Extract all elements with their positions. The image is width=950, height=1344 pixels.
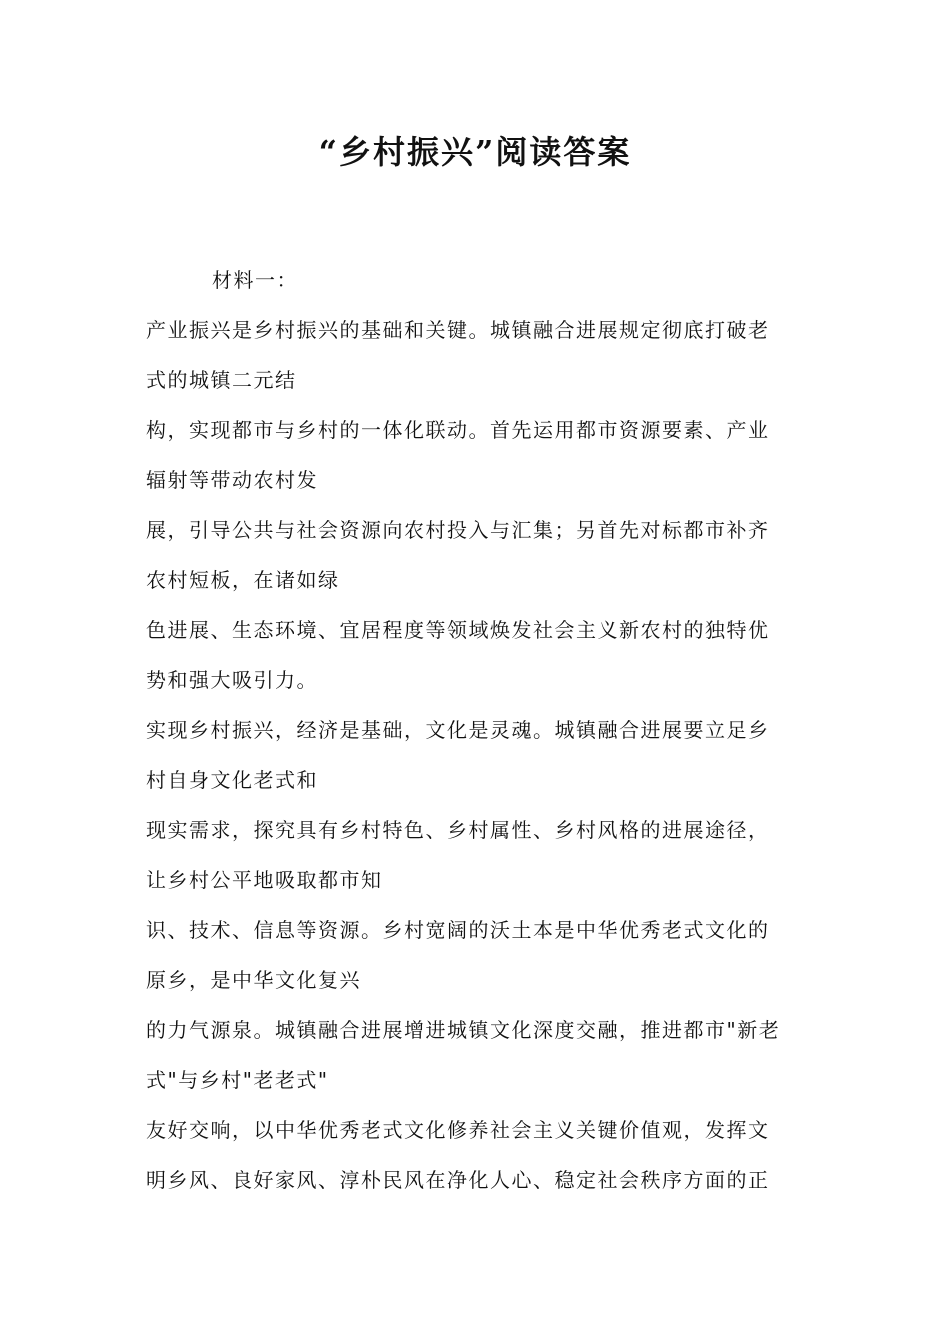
body-line: 现实需求，探究具有乡村特色、乡村属性、乡村风格的进展途径， — [146, 818, 770, 842]
body-line: 展，引导公共与社会资源向农村投入与汇集；另首先对标都市补齐 — [146, 518, 770, 542]
document-title: “乡村振兴”阅读答案 — [318, 133, 632, 171]
body-line: 式"与乡村"老老式" — [146, 1068, 329, 1092]
body-line: 明乡风、良好家风、淳朴民风在净化人心、稳定社会秩序方面的正 — [146, 1168, 770, 1192]
body-line: 式的城镇二元结 — [146, 368, 297, 392]
body-line: 势和强大吸引力。 — [146, 668, 318, 692]
body-line: 让乡村公平地吸取都市知 — [146, 868, 383, 892]
body-line: 色进展、生态环境、宜居程度等领域焕发社会主义新农村的独特优 — [146, 618, 770, 642]
body-line: 实现乡村振兴，经济是基础，文化是灵魂。城镇融合进展要立足乡 — [146, 718, 770, 742]
body-line: 辐射等带动农村发 — [146, 468, 318, 492]
body-line: 村自身文化老式和 — [146, 768, 318, 792]
body-line: 产业振兴是乡村振兴的基础和关键。城镇融合进展规定彻底打破老 — [146, 318, 770, 342]
body-line: 的力气源泉。城镇融合进展增进城镇文化深度交融，推进都市"新老 — [146, 1018, 781, 1042]
document-body — [146, 255, 806, 1205]
section-heading: 材料一： — [212, 268, 298, 292]
body-line: 构，实现都市与乡村的一体化联动。首先运用都市资源要素、产业 — [146, 418, 770, 442]
body-line: 识、技术、信息等资源。乡村宽阔的沃土本是中华优秀老式文化的 — [146, 918, 770, 942]
body-line: 友好交响，以中华优秀老式文化修养社会主义关键价值观，发挥文 — [146, 1118, 770, 1142]
body-line: 原乡，是中华文化复兴 — [146, 968, 361, 992]
body-line: 农村短板，在诸如绿 — [146, 568, 340, 592]
